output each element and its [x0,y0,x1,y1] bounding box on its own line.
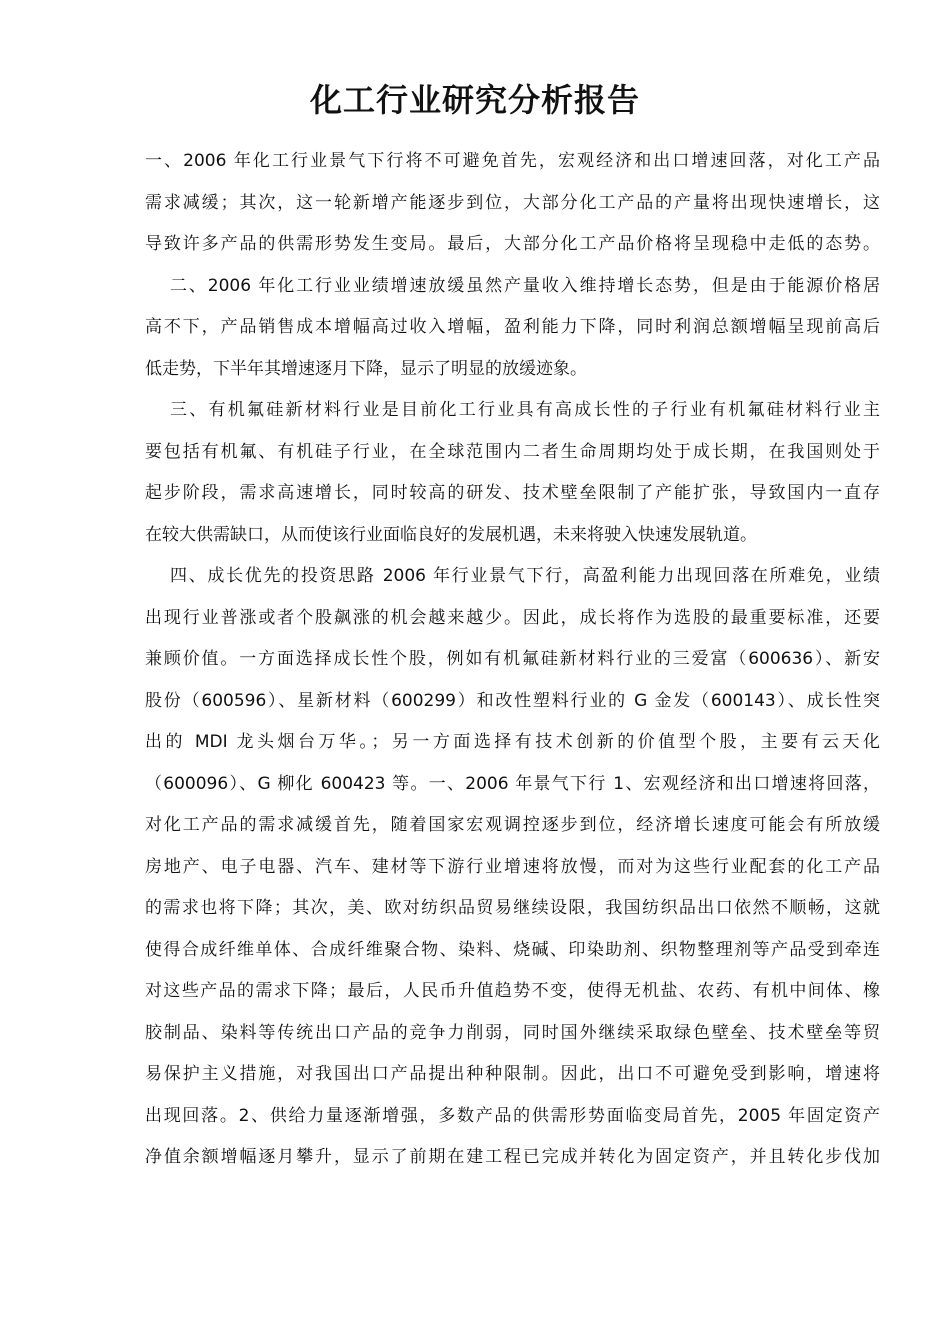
text-line: 胶制品、染料等传统出口产品的竞争力削弱，同时国外继续采取绿色壁垒、技术壁垒等贸 [145,1022,880,1043]
text-line: 需求减缓；其次，这一轮新增产能逐步到位，大部分化工产品的产量将出现快速增长，这 [145,192,880,213]
text-line: 导致许多产品的供需形势发生变局。最后，大部分化工产品价格将呈现稳中走低的态势。 [145,234,880,254]
text-line: 股份（600596）、星新材料（600299）和改性塑料行业的 G 金发（600143）、成长性突 [145,690,880,711]
text-line: 房地产、电子电器、汽车、建材等下游行业增速将放慢，而对为这些行业配套的化工产品 [145,856,880,877]
text-line: 兼顾价值。一方面选择成长性个股，例如有机氟硅新材料行业的三爱富（600636）、新安 [145,649,880,669]
text-line: 净值余额增幅逐月攀升，显示了前期在建工程已完成并转化为固定资产，并且转化步伐加 [145,1147,880,1167]
text-line: （600096）、G 柳化 600423 等。一、2006 年景气下行 1、宏观经济和出口增速将回落， [145,773,880,794]
text-line: 出的 MDI 龙头烟台万华。；另一方面选择有技术创新的价值型个股，主要有云天化 [145,732,880,752]
text-line: 高不下，产品销售成本增幅高过收入增幅，盈利能力下降，同时利润总额增幅呈现前高后 [145,317,880,337]
text-line: 易保护主义措施，对我国出口产品提出种种限制。因此，出口不可避免受到影响，增速将 [145,1064,880,1084]
text-line: 要包括有机氟、有机硅子行业，在全球范围内二者生命周期均处于成长期，在我国则处于 [145,441,880,462]
text-line: 低走势，下半年其增速逐月下降，显示了明显的放缓迹象。 [145,358,587,379]
text-line: 对化工产品的需求减缓首先，随着国家宏观调控逐步到位，经济增长速度可能会有所放缓 [145,815,880,835]
text-line: 二、2006 年化工行业业绩增速放缓虽然产量收入维持增长态势，但是由于能源价格居 [170,275,880,296]
text-line: 出现回落。2、供给力量逐渐增强，多数产品的供需形势面临变局首先，2005 年固定资产 [145,1105,880,1126]
text-line: 三、有机氟硅新材料行业是目前化工行业具有高成长性的子行业有机氟硅材料行业主 [170,400,880,420]
text-line: 一、2006 年化工行业景气下行将不可避免首先，宏观经济和出口增速回落，对化工产品 [145,151,880,171]
text-line: 使得合成纤维单体、合成纤维聚合物、染料、烧碱、印染助剂、织物整理剂等产品受到牵连 [145,939,880,960]
document-body [145,141,880,1179]
text-line: 在较大供需缺口，从而使该行业面临良好的发展机遇，未来将驶入快速发展轨道。 [145,524,757,545]
text-line: 对这些产品的需求下降；最后，人民币升值趋势不变，使得无机盐、农药、有机中间体、橡 [145,981,880,1001]
text-line: 起步阶段，需求高速增长，同时较高的研发、技术壁垒限制了产能扩张，导致国内一直存 [145,483,880,503]
text-line: 的需求也将下降；其次，美、欧对纺织品贸易继续设限，我国纺织品出口依然不顺畅，这就 [145,898,880,918]
document-title: 化工行业研究分析报告 [309,81,640,119]
text-line: 出现行业普涨或者个股飙涨的机会越来越少。因此，成长将作为选股的最重要标准，还要 [145,607,880,628]
text-line: 四、成长优先的投资思路 2006 年行业景气下行，高盈利能力出现回落在所难免，业绩 [170,566,880,586]
